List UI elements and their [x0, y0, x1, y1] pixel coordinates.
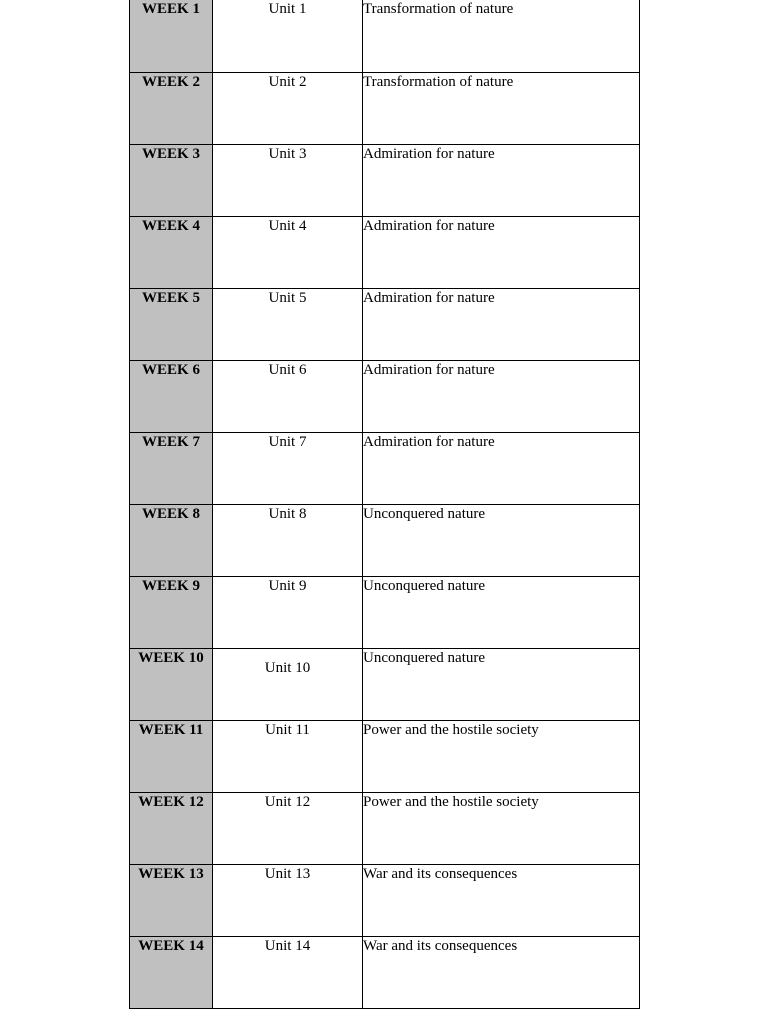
theme-label: Power and the hostile society: [363, 792, 640, 864]
unit-label: Unit 10: [213, 648, 363, 720]
theme-label: Admiration for nature: [363, 144, 640, 216]
week-label: WEEK 7: [130, 432, 213, 504]
unit-label: Unit 2: [213, 72, 363, 144]
unit-label: Unit 5: [213, 288, 363, 360]
week-label: WEEK 10: [130, 648, 213, 720]
table-row: [130, 648, 640, 720]
unit-label: Unit 11: [213, 720, 363, 792]
week-label: WEEK 6: [130, 360, 213, 432]
unit-label: Unit 7: [213, 432, 363, 504]
theme-label: Admiration for nature: [363, 216, 640, 288]
week-label: WEEK 1: [130, 0, 213, 72]
unit-label: Unit 12: [213, 792, 363, 864]
theme-label: War and its consequences: [363, 864, 640, 936]
week-label: WEEK 9: [130, 576, 213, 648]
unit-label: Unit 13: [213, 864, 363, 936]
table-row: [130, 936, 640, 1008]
theme-label: Admiration for nature: [363, 432, 640, 504]
theme-label: Admiration for nature: [363, 288, 640, 360]
week-label: WEEK 3: [130, 144, 213, 216]
table-row: [130, 216, 640, 288]
unit-label: Unit 3: [213, 144, 363, 216]
theme-label: Unconquered nature: [363, 576, 640, 648]
week-label: WEEK 5: [130, 288, 213, 360]
theme-label: Transformation of nature: [363, 72, 640, 144]
table-row: [130, 792, 640, 864]
table-row: [130, 144, 640, 216]
week-label: WEEK 14: [130, 936, 213, 1008]
table-row: [130, 360, 640, 432]
weekly-schedule-table: [129, 0, 640, 1009]
unit-label: Unit 6: [213, 360, 363, 432]
table-row: [130, 864, 640, 936]
unit-label: Unit 8: [213, 504, 363, 576]
theme-label: Unconquered nature: [363, 504, 640, 576]
week-label: WEEK 4: [130, 216, 213, 288]
theme-label: Power and the hostile society: [363, 720, 640, 792]
table-row: [130, 0, 640, 72]
table-row: [130, 504, 640, 576]
table-row: [130, 432, 640, 504]
theme-label: Transformation of nature: [363, 0, 640, 72]
table-row: [130, 720, 640, 792]
theme-label: War and its consequences: [363, 936, 640, 1008]
unit-label: Unit 4: [213, 216, 363, 288]
theme-label: Admiration for nature: [363, 360, 640, 432]
unit-label: Unit 14: [213, 936, 363, 1008]
table-row: [130, 576, 640, 648]
week-label: WEEK 2: [130, 72, 213, 144]
week-label: WEEK 8: [130, 504, 213, 576]
table-row: [130, 72, 640, 144]
table-row: [130, 288, 640, 360]
week-label: WEEK 11: [130, 720, 213, 792]
unit-label: Unit 9: [213, 576, 363, 648]
unit-label: Unit 1: [213, 0, 363, 72]
week-label: WEEK 13: [130, 864, 213, 936]
week-label: WEEK 12: [130, 792, 213, 864]
theme-label: Unconquered nature: [363, 648, 640, 720]
